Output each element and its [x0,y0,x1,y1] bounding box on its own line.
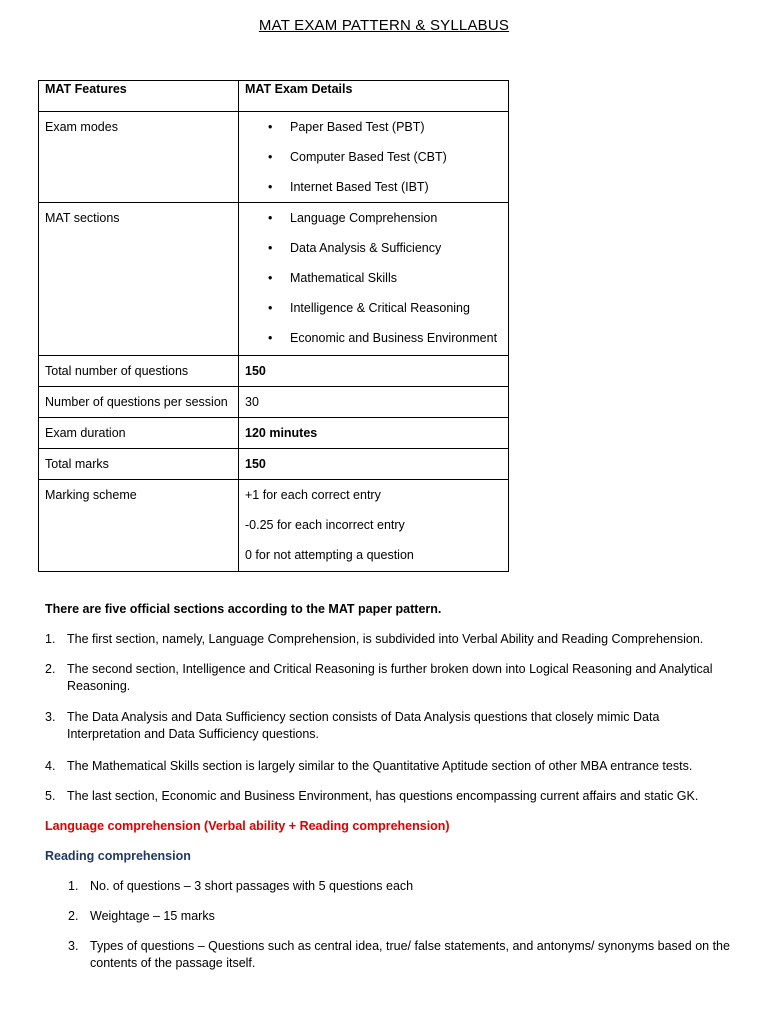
list-number: 5. [45,789,56,803]
row-total-marks [39,449,509,480]
table-header-row [39,81,509,112]
row-value [239,203,509,356]
list-number: 4. [45,759,56,773]
row-marking-scheme [39,480,509,572]
marking-line: -0.25 for each incorrect entry [245,518,405,532]
list-item: • Mathematical Skills [245,271,502,286]
row-value [239,112,509,203]
list-item: • Computer Based Test (CBT) [245,150,502,165]
list-item: • Economic and Business Environment [245,331,502,346]
header-features: MAT Features [39,81,239,112]
row-value: 30 [239,387,509,418]
list-text: The last section, Economic and Business Environment, has questions encompassing current affairs and static GK. [67,789,699,803]
row-value [239,480,509,572]
list-number: 2. [68,909,79,923]
exam-modes-list [245,120,502,195]
list-text: The Data Analysis and Data Sufficiency section consists of Data Analysis questions that closely mimic Data Interpretation and Data Sufficiency questions. [67,710,660,741]
row-duration [39,418,509,449]
sections-intro: There are five official sections according to the MAT paper pattern. [45,602,442,616]
document-title: MAT EXAM PATTERN & SYLLABUS [258,17,510,34]
list-text: Weightage – 15 marks [90,909,215,923]
row-value: 150 [239,449,509,480]
list-item: • Language Comprehension [245,211,502,226]
row-label: Marking scheme [39,480,239,572]
row-exam-modes [39,112,509,203]
marking-line: 0 for not attempting a question [245,548,414,562]
list-text: The first section, namely, Language Comprehension, is subdivided into Verbal Ability and Reading Comprehension. [67,632,704,646]
row-label: Total marks [39,449,239,480]
list-text: Types of questions – Questions such as central idea, true/ false statements, and antonyms/ synonyms based on the contents of the passage itself. [90,939,730,970]
list-item: • Internet Based Test (IBT) [245,180,502,195]
list-number: 1. [68,879,79,893]
sections-list [245,211,502,346]
marking-lines [245,480,502,563]
header-details: MAT Exam Details [239,81,509,112]
row-label: Exam duration [39,418,239,449]
list-number: 2. [45,662,56,676]
list-item: • Data Analysis & Sufficiency [245,241,502,256]
row-label: MAT sections [39,203,239,356]
row-mat-sections [39,203,509,356]
row-total-questions [39,356,509,387]
row-per-session [39,387,509,418]
marking-line: +1 for each correct entry [245,488,381,502]
list-number: 1. [45,632,56,646]
list-item: • Paper Based Test (PBT) [245,120,502,135]
list-text: The second section, Intelligence and Critical Reasoning is further broken down into Logical Reasoning and Analytical Reasoning. [67,662,713,693]
row-value: 120 minutes [239,418,509,449]
list-item: • Intelligence & Critical Reasoning [245,301,502,316]
exam-details-table [38,80,509,572]
list-text: The Mathematical Skills section is largely similar to the Quantitative Aptitude section of other MBA entrance tests. [67,759,693,773]
row-label: Exam modes [39,112,239,203]
list-number: 3. [68,939,79,953]
language-comprehension-heading: Language comprehension (Verbal ability + Reading comprehension) [45,819,450,833]
row-label: Total number of questions [39,356,239,387]
list-text: No. of questions – 3 short passages with 5 questions each [90,879,414,893]
reading-comprehension-heading: Reading comprehension [45,849,191,863]
row-value: 150 [239,356,509,387]
list-number: 3. [45,710,56,724]
row-label: Number of questions per session [39,387,239,418]
